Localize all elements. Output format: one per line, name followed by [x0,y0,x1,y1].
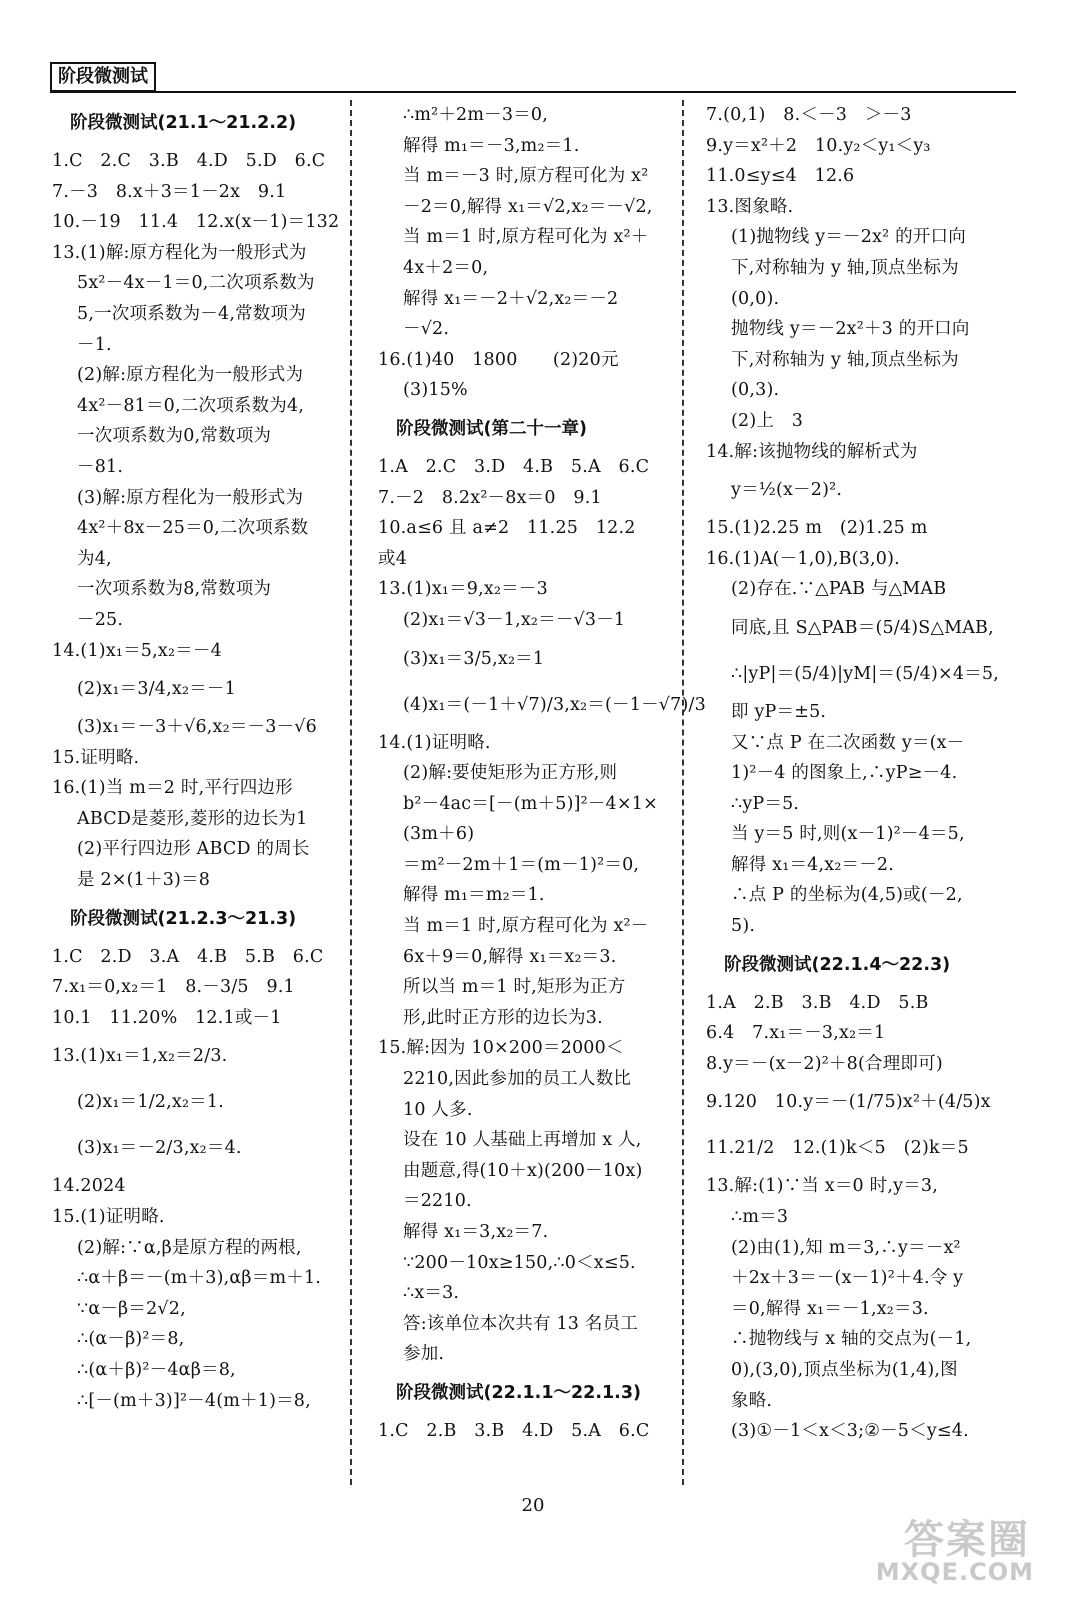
answer-line: 1.C 2.B 3.B 4.D 5.A 6.C [378,1420,650,1441]
answer-line: 当 m＝1 时,原方程可化为 x²－ [403,916,649,937]
answer-line: 1.A 2.B 3.B 4.D 5.B [706,992,929,1013]
answer-line: 4x＋2＝0, [403,257,489,278]
header-rule [50,91,1016,93]
answer-line: 15.(1)2.25 m (2)1.25 m [706,518,928,539]
answer-line: 6x＋9＝0,解得 x₁＝x₂＝3. [403,946,617,967]
answer-line: (3)x₁＝－3＋√6,x₂＝－3－√6 [77,717,317,738]
answer-line: 7.(0,1) 8.＜－3 ＞－3 [706,105,912,125]
answer-line: 4x²＋8x－25＝0,二次项系数 [77,518,309,539]
answer-line: 下,对称轴为 y 轴,顶点坐标为 [731,257,959,278]
answer-line: 9.y＝x²＋2 10.y₂＜y₁＜y₃ [706,135,931,156]
answer-line: －1. [77,334,112,355]
answer-line: b²－4ac＝[－(m＋5)]²－4×1× [403,793,658,814]
answer-line: (2)平行四边形 ABCD 的周长 [77,839,310,860]
answer-line: ∴m²＋2m－3＝0, [403,105,549,125]
answer-line: 设在 10 人基础上再增加 x 人, [403,1130,642,1151]
answer-line: 0),(3,0),顶点坐标为(1,4),图 [731,1360,958,1380]
answer-line: 即 yP＝±5. [731,701,827,722]
answer-line: 象略. [731,1390,773,1411]
answer-line: (0,3). [731,380,780,401]
answer-line: 10.－19 11.4 12.x(x－1)＝132 [52,212,340,233]
answer-line: 13.(1)x₁＝1,x₂＝2/3. [52,1046,228,1067]
answer-line: 10.a≤6 且 a≠2 11.25 12.2 [378,518,636,539]
answer-line: (1)抛物线 y＝－2x² 的开口向 [731,227,966,248]
answer-line: 7.－3 8.x＋3＝1－2x 9.1 [52,181,287,202]
answer-line: 由题意,得(10＋x)(200－10x) [403,1160,643,1181]
answer-line: (2)x₁＝1/2,x₂＝1. [77,1092,224,1113]
answer-line: 5,一次项系数为－4,常数项为 [77,303,306,324]
answer-line: (2)x₁＝√3－1,x₂＝－√3－1 [403,609,626,630]
section-title: 阶段微测试(21.1～21.2.2) [70,113,297,133]
answer-line: ∴m＝3 [731,1207,789,1228]
column-divider [350,100,352,1485]
answer-line: 13.(1)x₁＝9,x₂＝－3 [378,579,548,600]
answer-column-3 [706,100,1006,1480]
answer-line: 8.y＝－(x－2)²＋8(合理即可) [706,1053,943,1074]
watermark-logo: 答案圈 [904,1517,1030,1563]
answer-line: ＝0,解得 x₁＝－1,x₂＝3. [731,1298,929,1319]
answer-line: ∴x＝3. [403,1283,460,1304]
answer-line: (2)由(1),知 m＝3,∴y＝－x² [731,1237,961,1258]
answer-line: 解得 x₁＝－2＋√2,x₂＝－2 [403,288,619,309]
answer-line: 9.120 10.y＝－(1/75)x²＋(4/5)x [706,1092,991,1113]
answer-line: (4)x₁＝(－1＋√7)/3,x₂＝(－1－√7)/3 [403,694,706,715]
answer-line: ＋2x＋3＝－(x－1)²＋4.令 y [731,1268,964,1289]
answer-line: 一次项系数为0,常数项为 [77,426,272,447]
answer-line: 当 m＝1 时,原方程可化为 x²＋ [403,227,649,248]
answer-line: (3)15% [403,380,468,401]
answer-line: 1.A 2.C 3.D 4.B 5.A 6.C [378,456,650,477]
answer-line: 下,对称轴为 y 轴,顶点坐标为 [731,349,959,370]
column-divider [682,100,684,1485]
watermark [870,1508,1050,1588]
answer-line: 1.C 2.C 3.B 4.D 5.D 6.C [52,151,326,171]
answer-line: 14.2024 [52,1176,126,1197]
answer-line: 11.0≤y≤4 12.6 [706,166,855,187]
answer-line: ∴yP＝5. [731,793,800,814]
answer-line: 6.4 7.x₁＝－3,x₂＝1 [706,1023,886,1044]
answer-line: 15.证明略. [52,747,140,768]
answer-line: 所以当 m＝1 时,矩形为正方 [403,977,626,998]
answer-line: －81. [77,456,124,477]
answer-line: 16.(1)当 m＝2 时,平行四边形 [52,778,293,799]
answer-line: 10.1 11.20% 12.1或－1 [52,1007,282,1028]
answer-line: 15.解:因为 10×200＝2000＜ [378,1038,624,1059]
answer-line: ABCD是菱形,菱形的边长为1 [77,808,308,829]
answer-line: ＝m²－2m＋1＝(m－1)²＝0, [403,854,640,875]
answer-line: 或4 [378,548,408,569]
answer-line: 为4, [77,548,112,569]
answer-line: 一次项系数为8,常数项为 [77,579,272,600]
answer-line: ∴[－(m＋3)]²－4(m＋1)＝8, [77,1390,311,1411]
page-number: 20 [521,1495,545,1516]
answer-line: (3)解:原方程化为一般形式为 [77,487,304,508]
answer-line: 当 y＝5 时,则(x－1)²－4＝5, [731,824,965,845]
answer-line: 参加. [403,1344,445,1365]
answer-line: 解得 x₁＝3,x₂＝7. [403,1222,549,1242]
answer-column-1 [52,100,342,1480]
answer-line: (2)解:∵α,β是原方程的两根, [77,1237,302,1258]
answer-line: 14.(1)证明略. [378,732,491,753]
answer-line: 抛物线 y＝－2x²＋3 的开口向 [731,319,970,340]
answer-line: (3m＋6) [403,824,475,845]
answer-line: －25. [77,609,124,630]
answer-line: 7.－2 8.2x²－8x＝0 9.1 [378,487,602,508]
answer-line: (2)上 3 [731,410,804,431]
answer-line: 1)²－4 的图象上,∴yP≥－4. [731,763,958,784]
watermark-url: MXQE.COM [875,1558,1034,1586]
answer-line: 16.(1)A(－1,0),B(3,0). [706,548,900,569]
answer-line: (0,0). [731,288,780,309]
answer-line: 解得 m₁＝m₂＝1. [403,885,545,906]
answer-line: 14.(1)x₁＝5,x₂＝－4 [52,640,222,661]
answer-line: 形,此时正方形的边长为3. [403,1007,603,1028]
answer-line: 同底,且 S△PAB＝(5/4)S△MAB, [731,617,994,638]
answer-line: (2)解:原方程化为一般形式为 [77,365,304,386]
answer-line: 14.解:该抛物线的解析式为 [706,441,918,462]
answer-line: 1.C 2.D 3.A 4.B 5.B 6.C [52,946,324,967]
section-title: 阶段微测试(22.1.1～22.1.3) [396,1382,641,1403]
answer-line: 7.x₁＝0,x₂＝1 8.－3/5 9.1 [52,977,295,998]
answer-line: ∴(α＋β)²－4αβ＝8, [77,1360,236,1380]
answer-line: (2)解:要使矩形为正方形,则 [403,763,618,784]
answer-line: ∵α－β＝2√2, [77,1298,186,1319]
answer-line: 10 人多. [403,1099,473,1120]
answer-line: 2210,因此参加的员工人数比 [403,1069,632,1090]
answer-line: 当 m＝－3 时,原方程可化为 x² [403,166,649,187]
answer-line: 15.(1)证明略. [52,1207,165,1228]
answer-line: 13.(1)解:原方程化为一般形式为 [52,242,307,263]
answer-line: 又∵点 P 在二次函数 y＝(x－ [731,732,965,753]
answer-line: ∴(α－β)²＝8, [77,1329,185,1350]
answer-line: －2＝0,解得 x₁＝√2,x₂＝－√2, [403,196,653,217]
answer-line: ∴|yP|＝(5/4)|yM|＝(5/4)×4＝5, [731,663,1000,684]
answer-column-2 [378,100,706,1480]
section-title: 阶段微测试(21.2.3～21.3) [70,908,297,929]
answer-line: (3)x₁＝－2/3,x₂＝4. [77,1138,242,1159]
answer-line: 是 2×(1＋3)＝8 [77,870,211,891]
answer-line: (2)x₁＝3/4,x₂＝－1 [77,679,236,700]
answer-line: ∴抛物线与 x 轴的交点为(－1, [731,1329,972,1350]
answer-line: (3)x₁＝3/5,x₂＝1 [403,648,545,669]
answer-line: 5). [731,916,756,937]
answer-line: －√2. [403,319,450,340]
answer-line: ∵200－10x≥150,∴0＜x≤5. [403,1252,636,1273]
answer-line: 解得 x₁＝4,x₂＝－2. [731,854,895,875]
section-tag: 阶段微测试 [50,62,156,92]
answer-line: (2)存在.∵△PAB 与△MAB [731,579,947,600]
answer-line: y＝½(x－2)². [731,480,843,501]
answer-line: 解得 m₁＝－3,m₂＝1. [403,135,580,156]
answer-line: 13.解:(1)∵当 x＝0 时,y＝3, [706,1176,938,1197]
answer-line: ∴点 P 的坐标为(4,5)或(－2, [731,885,963,906]
answer-line: 13.图象略. [706,196,794,217]
answer-line: ∴α＋β＝－(m＋3),αβ＝m＋1. [77,1268,322,1289]
answer-line: 答:该单位本次共有 13 名员工 [403,1313,638,1334]
answer-line: 4x²－81＝0,二次项系数为4, [77,395,305,416]
section-title: 阶段微测试(第二十一章) [396,418,587,439]
answer-line: 11.21/2 12.(1)k＜5 (2)k＝5 [706,1138,969,1159]
answer-line: 5x²－4x－1＝0,二次项系数为 [77,273,315,294]
answer-line: ＝2210. [403,1191,472,1212]
answer-line: (3)①－1＜x＜3;②－5＜y≤4. [731,1421,969,1442]
section-title: 阶段微测试(22.1.4～22.3) [724,954,951,975]
answer-line: 16.(1)40 1800 (2)20元 [378,349,619,370]
